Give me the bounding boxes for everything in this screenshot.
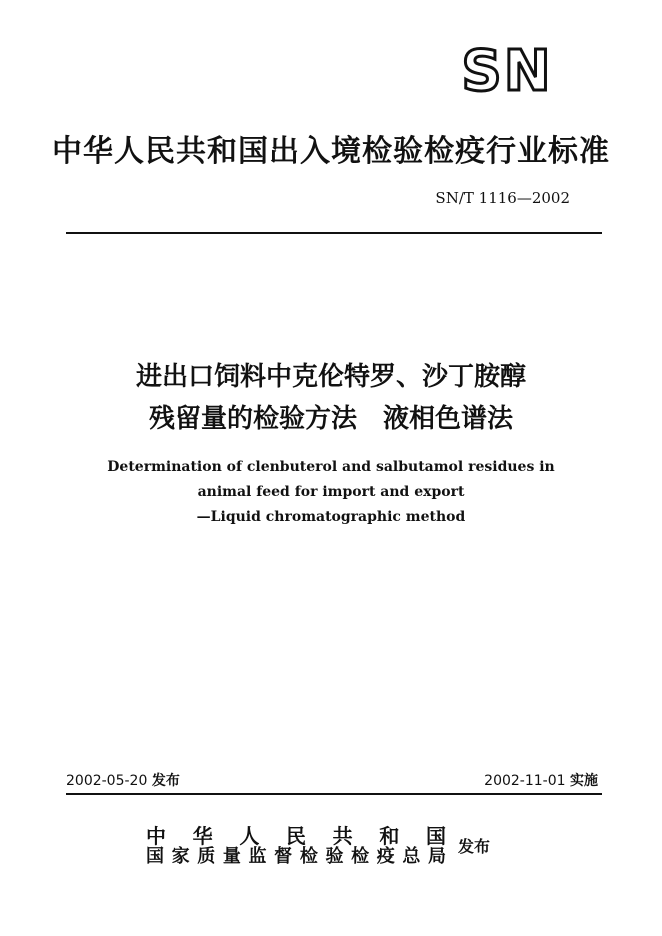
standard-code: SN/T 1116—2002 [435,189,570,207]
issue-date-value: 2002-05-20 [66,773,148,789]
title-cn-line2-part2: 液相色谱法 [383,404,514,434]
top-divider [66,232,602,234]
issue-date-label: 发布 [151,773,180,789]
publisher-line2: 国家质量监督检验检疫总局 [146,846,446,867]
title-cn-line1: 进出口饲料中克伦特罗、沙丁胺醇 [135,362,526,392]
title-cn-line2-part1: 残留量的检验方法 [148,404,357,434]
issue-date [66,770,180,790]
sn-logo [454,42,560,96]
bottom-divider [66,793,602,795]
implement-date-value: 2002-11-01 [484,773,566,789]
title-en-line2: animal feed for import and export [197,484,465,500]
header-title: 中华人民共和国出入境检验检疫行业标准 [52,134,610,169]
title-en-line3: —Liquid chromatographic method [196,509,466,525]
sn-logo-text: SN [461,42,553,96]
publisher-line1: 中华人民共和国 [146,824,446,848]
title-en-line1: Determination of clenbuterol and salbutamol residues in [107,459,555,475]
implement-date-label: 实施 [570,773,598,789]
title-cn-line2 [0,398,662,435]
implement-date [430,770,598,790]
publisher-action: 发布 [458,837,491,856]
